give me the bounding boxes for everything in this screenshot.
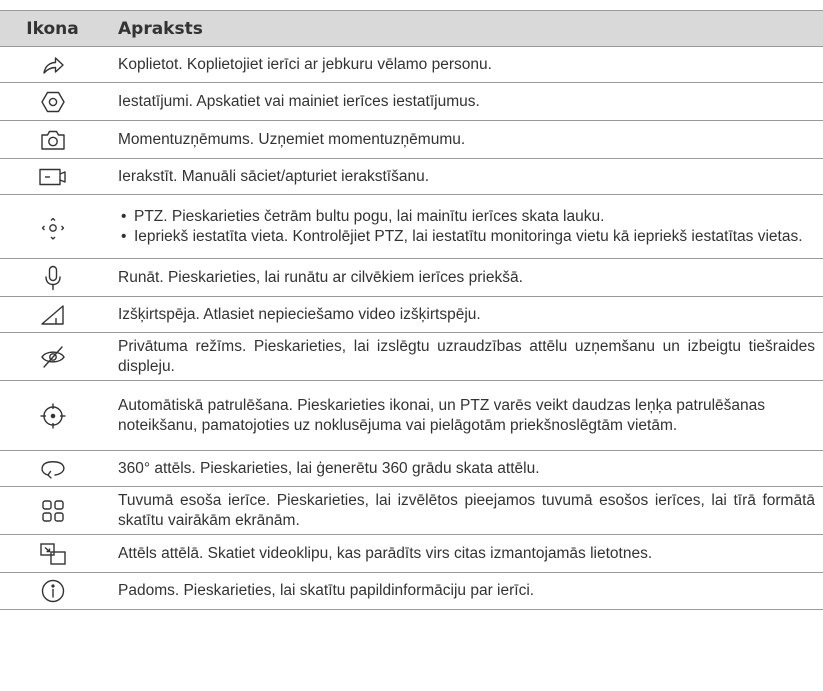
icon-cell — [0, 159, 105, 195]
icon-cell — [0, 573, 105, 610]
icon-cell — [0, 121, 105, 159]
microphone-icon — [41, 264, 65, 292]
row-description: Automātiskā patrulēšana. Pieskarieties ikonai, un PTZ varēs veikt daudzas leņķa patrulēšanas noteikšanu, pamatojoties uz noklusējuma vai pielāgotām priekšnoslēgtām vietām. — [105, 381, 823, 451]
icon-cell — [0, 195, 105, 259]
record-icon — [38, 166, 68, 188]
row-description: Izšķirtspēja. Atlasiet nepieciešamo video izšķirtspēju. — [105, 297, 823, 333]
table-row — [0, 451, 823, 487]
table-row — [0, 573, 823, 610]
table-header-row — [0, 11, 823, 47]
privacy-eye-off-icon — [39, 344, 67, 370]
row-description: Privātuma režīms. Pieskarieties, lai izslēgtu uzraudzības attēlu uzņemšanu un izbeigtu tiešraides displeju. — [105, 333, 823, 381]
description-column-header: Apraksts — [105, 11, 823, 47]
table-row — [0, 297, 823, 333]
ptz-icon — [38, 212, 68, 242]
icon-cell — [0, 333, 105, 381]
icon-cell — [0, 535, 105, 573]
icon-description-document — [0, 10, 823, 610]
row-description — [105, 195, 823, 259]
table-row — [0, 535, 823, 573]
icon-cell — [0, 83, 105, 121]
table-row — [0, 333, 823, 381]
bullet-item: • Iepriekš iestatīta vieta. Kontrolējiet PTZ, lai iestatītu monitoringa vietu kā iepriekš iestatītas vietas. — [118, 227, 815, 247]
grid-icon — [40, 498, 66, 524]
table-row — [0, 47, 823, 83]
table-row — [0, 381, 823, 451]
row-description: Iestatījumi. Apskatiet vai mainiet ierīces iestatījumus. — [105, 83, 823, 121]
icon-column-header: Ikona — [0, 11, 105, 47]
panorama-360-icon — [38, 456, 68, 482]
table-row — [0, 83, 823, 121]
table-row — [0, 159, 823, 195]
resolution-icon — [39, 303, 67, 327]
camera-icon — [39, 128, 67, 152]
info-icon — [40, 578, 66, 604]
row-description: Momentuzņēmums. Uzņemiet momentuzņēmumu. — [105, 121, 823, 159]
icon-cell — [0, 297, 105, 333]
row-description: Attēls attēlā. Skatiet videoklipu, kas parādīts virs citas izmantojamās lietotnes. — [105, 535, 823, 573]
picture-in-picture-icon — [38, 541, 68, 567]
table-row — [0, 121, 823, 159]
table-row — [0, 195, 823, 259]
share-icon — [40, 53, 66, 77]
row-description: Tuvumā esoša ierīce. Pieskarieties, lai izvēlētos pieejamos tuvumā esošos ierīces, lai tīrā formātā skatītu vairākām ekrānām. — [105, 487, 823, 535]
icon-cell — [0, 381, 105, 451]
icon-table — [0, 10, 823, 610]
row-description: Ierakstīt. Manuāli sāciet/apturiet ierakstīšanu. — [105, 159, 823, 195]
table-row — [0, 487, 823, 535]
bullet-item: • PTZ. Pieskarieties četrām bultu pogu, lai mainītu ierīces skata lauku. — [118, 207, 815, 227]
table-row — [0, 259, 823, 297]
icon-cell — [0, 47, 105, 83]
row-description: Padoms. Pieskarieties, lai skatītu papildinformāciju par ierīci. — [105, 573, 823, 610]
icon-cell — [0, 451, 105, 487]
settings-icon — [40, 89, 66, 115]
icon-cell — [0, 487, 105, 535]
row-description: Runāt. Pieskarieties, lai runātu ar cilvēkiem ierīces priekšā. — [105, 259, 823, 297]
row-description: 360° attēls. Pieskarieties, lai ģenerētu 360 grādu skata attēlu. — [105, 451, 823, 487]
auto-patrol-icon — [38, 401, 68, 431]
row-description: Koplietot. Koplietojiet ierīci ar jebkuru vēlamo personu. — [105, 47, 823, 83]
icon-cell — [0, 259, 105, 297]
